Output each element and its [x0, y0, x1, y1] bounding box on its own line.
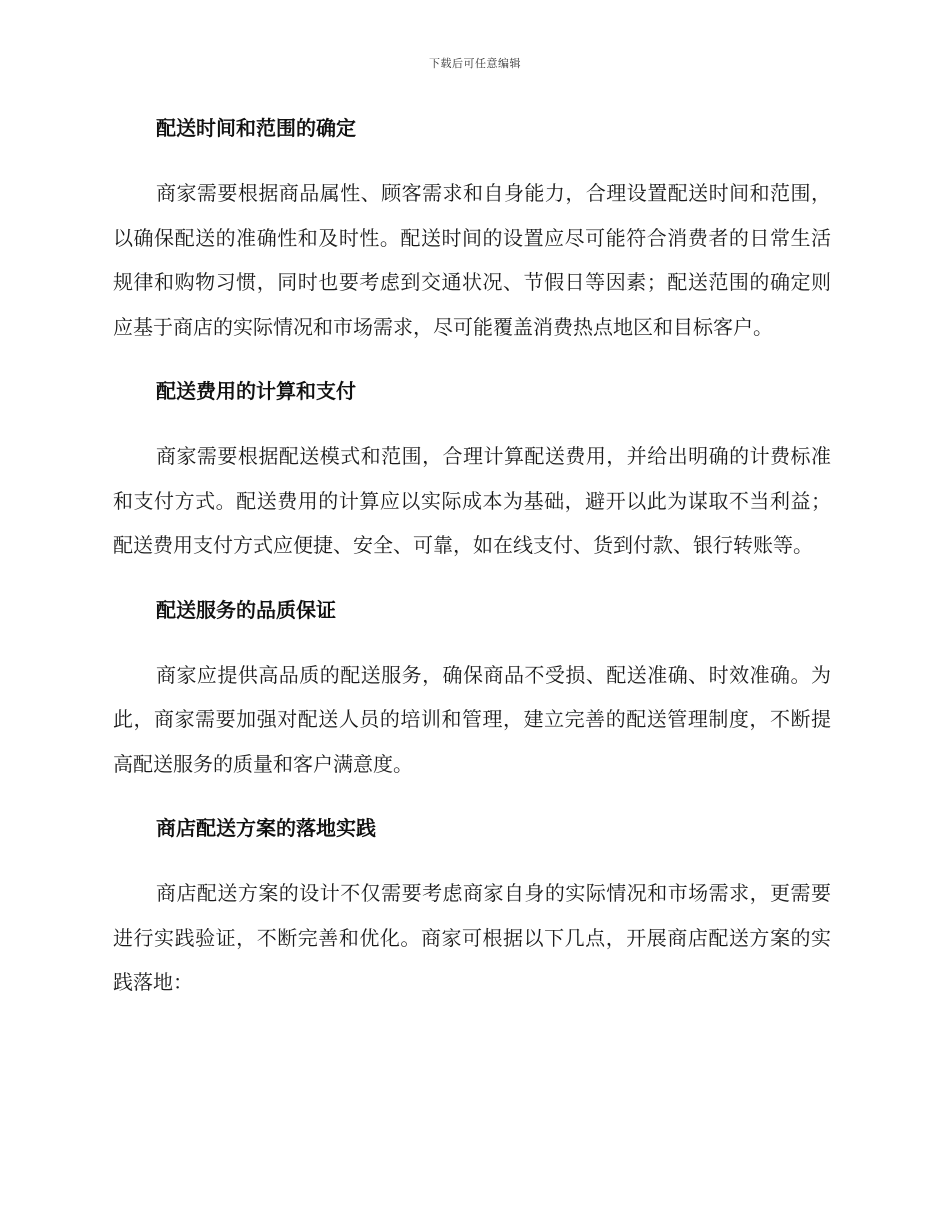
- document-body: [113, 112, 831, 1005]
- section-heading: 配送费用的计算和支付: [156, 379, 356, 403]
- section-heading: 配送时间和范围的确定: [156, 116, 356, 140]
- section-heading: 商店配送方案的落地实践: [156, 816, 376, 840]
- header-note: 下载后可任意编辑: [429, 57, 521, 70]
- section-paragraph: 商家需要根据配送模式和范围，合理计算配送费用，并给出明确的计费标准和支付方式。配送费用的计算应以实际成本为基础，避开以此为谋取不当利益；配送费用支付方式应便捷、安全、可靠，如在线支付、货到付款、银行转账等。: [113, 444, 831, 557]
- section-heading: 配送服务的品质保证: [156, 597, 336, 622]
- section-paragraph: 商家应提供高品质的配送服务，确保商品不受损、配送准确、时效准确。为此，商家需要加强对配送人员的培训和管理，建立完善的配送管理制度，不断提高配送服务的质量和客户满意度。: [113, 662, 831, 776]
- section-paragraph: 商店配送方案的设计不仅需要考虑商家自身的实际情况和市场需求，更需要进行实践验证，不断完善和优化。商家可根据以下几点，开展商店配送方案的实践落地：: [113, 881, 831, 994]
- section-paragraph: 商家需要根据商品属性、顾客需求和自身能力，合理设置配送时间和范围，以确保配送的准确性和及时性。配送时间的设置应尽可能符合消费者的日常生活规律和购物习惯，同时也要考虑到交通状况、节假日等因素；配送范围的确定则应基于商店的实际情况和市场需求，尽可能覆盖消费热点地区和目标客户。: [113, 181, 831, 339]
